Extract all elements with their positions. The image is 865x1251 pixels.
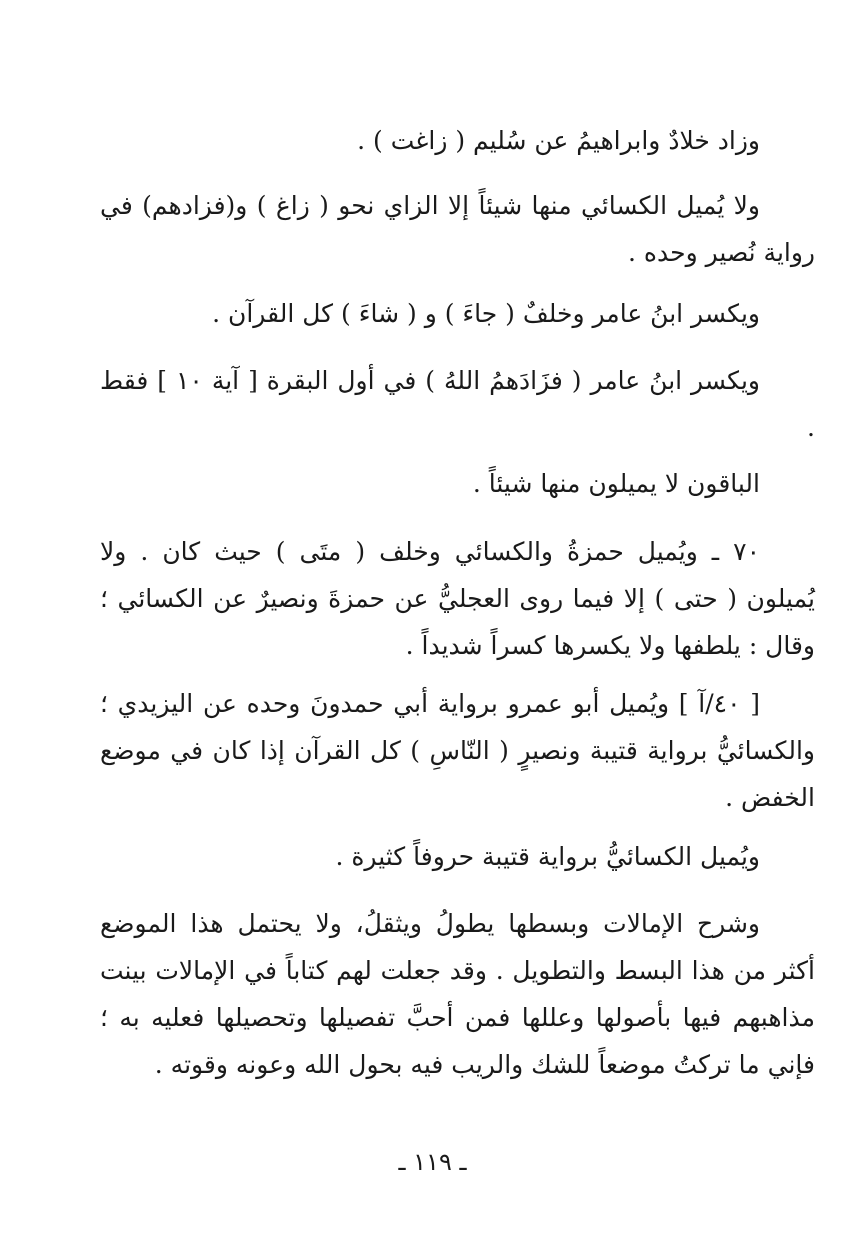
paragraph-8: ويُميل الكسائيُّ برواية قتيبة حروفاً كثيرة . [335, 842, 760, 871]
paragraph-6: ٧٠ ـ ويُميل حمزةُ والكسائي وخلف ( متَى ) حيث كان . ولا يُميلون ( حتى ) إلا فيما روى العجليُّ عن حمزةَ ونصيرٌ عن الكسائي ؛ وقال : يلطفها ولا يكسرها كسراً شديداً . [100, 537, 815, 660]
paragraph-3: ويكسر ابنُ عامر وخلفٌ ( جاءَ ) و ( شاءَ ) كل القرآن . [212, 299, 760, 328]
paragraph-9: وشرح الإمالات وبسطها يطولُ ويثقلُ، ولا يحتمل هذا الموضع أكثر من هذا البسط والتطويل . وقد جعلت لهم كتاباً في الإمالات بينت مذاهبهم فيها بأصولها وعللها فمن أحبَّ تفصيلها وتحصيلها فعليه به ؛ فإني ما تركتُ موضعاً للشك والريب فيه بحول الله وعونه وقوته . [100, 909, 815, 1079]
paragraph-4: ويكسر ابنُ عامر ( فزَادَهمُ اللهُ ) في أول البقرة [ آية ١٠ ] فقط . [100, 366, 815, 442]
paragraph-1: وزاد خلادٌ وابراهيمُ عن سُليم ( زاغت ) . [357, 126, 760, 155]
page-number: ـ ١١٩ ـ [398, 1148, 467, 1176]
paragraph-7: [ ٤٠/آ ] ويُميل أبو عمرو برواية أبي حمدونَ وحده عن اليزيدي ؛ والكسائيُّ برواية قتيبة ونصيرٍ ( النّاسِ ) كل القرآن إذا كان في موضع الخفض . [100, 689, 815, 812]
paragraph-5: الباقون لا يميلون منها شيئاً . [472, 469, 760, 498]
paragraph-2: ولا يُميل الكسائي منها شيئاً إلا الزاي نحو ( زاغ ) و(فزادهم) في رواية نُصير وحده . [100, 191, 815, 267]
